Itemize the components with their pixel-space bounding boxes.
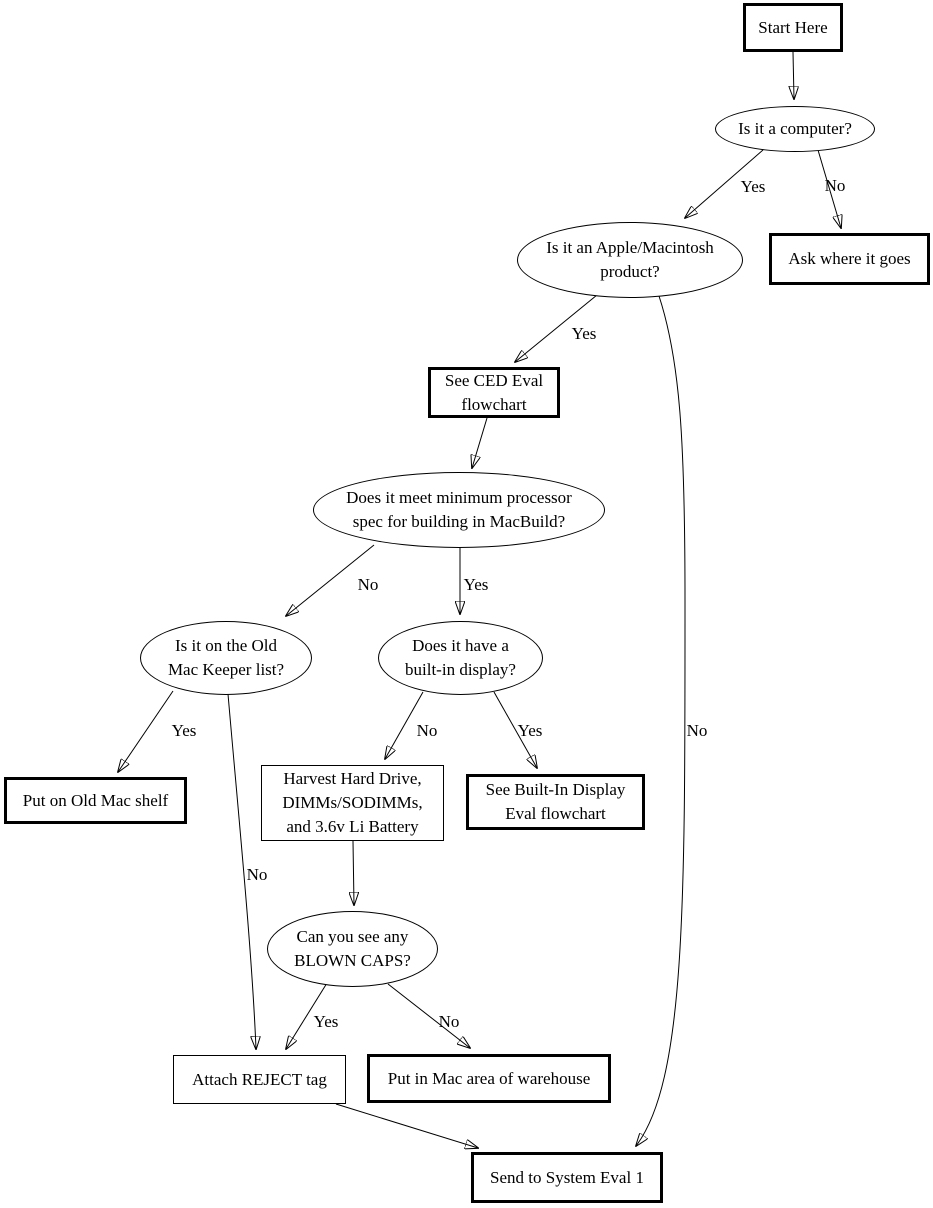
node-label-line: flowchart <box>461 394 527 414</box>
edge-label-apple-yes: Yes <box>571 324 597 343</box>
node-label-line: built-in display? <box>405 660 516 679</box>
node-label-line: Is it on the Old <box>175 636 277 655</box>
edge-label-oldmac-no: No <box>246 865 268 884</box>
node-label-line: Is it an Apple/Macintosh <box>546 238 714 257</box>
node-label-line: spec for building in MacBuild? <box>352 512 566 531</box>
edge-label-processor-yes: Yes <box>463 575 489 594</box>
edge-label-computer-no: No <box>824 176 846 195</box>
edge-ced-to-processor <box>472 418 487 468</box>
edge-label-processor-no: No <box>357 575 379 594</box>
node-see-ced-eval <box>428 367 560 418</box>
node-minimum-processor-spec <box>313 472 605 548</box>
node-label-line: DIMMs/SODIMMs, <box>282 793 423 812</box>
edge-label-caps-yes: Yes <box>313 1012 339 1031</box>
node-label: Is it a computer? <box>738 119 852 138</box>
node-built-in-display <box>378 621 543 695</box>
edge-oldmac-to-shelf <box>118 691 173 772</box>
node-is-it-apple-macintosh <box>517 222 743 298</box>
edge-apple-to-syseval <box>636 296 685 1146</box>
node-label: Put in Mac area of warehouse <box>387 1068 591 1088</box>
edge-label-display-no: No <box>416 721 438 740</box>
node-label-line: Harvest Hard Drive, <box>283 769 422 788</box>
node-put-on-old-mac-shelf <box>4 777 187 824</box>
node-label-line: Does it have a <box>412 636 509 655</box>
node-label-line: Eval flowchart <box>505 804 606 823</box>
node-label-line: and 3.6v Li Battery <box>286 817 419 836</box>
edge-label-oldmac-yes: Yes <box>171 721 197 740</box>
node-is-it-a-computer <box>715 106 875 152</box>
node-ask-where-it-goes <box>769 233 930 285</box>
node-label-line: See CED Eval <box>444 370 544 390</box>
node-label: Ask where it goes <box>788 249 911 268</box>
node-send-to-system-eval-1 <box>471 1152 663 1203</box>
node-label-line: Does it meet minimum processor <box>346 488 572 507</box>
node-old-mac-keeper-list <box>140 621 312 695</box>
node-put-in-mac-area <box>367 1054 611 1103</box>
node-start-here <box>743 3 843 52</box>
edge-label-computer-yes: Yes <box>740 177 766 196</box>
edge-reject-to-syseval <box>336 1104 478 1148</box>
edge-start-to-computer <box>793 52 794 99</box>
node-label: Attach REJECT tag <box>192 1069 327 1089</box>
node-blown-caps <box>267 911 438 987</box>
node-label-line: See Built-In Display <box>485 780 626 799</box>
node-label-line: Can you see any <box>296 927 409 946</box>
node-label: Start Here <box>758 17 828 37</box>
edge-label-caps-no: No <box>438 1012 460 1031</box>
node-label-line: BLOWN CAPS? <box>294 951 411 970</box>
node-harvest-parts <box>261 765 444 841</box>
node-label-line: Mac Keeper list? <box>167 660 285 679</box>
node-label: Put on Old Mac shelf <box>22 790 169 810</box>
node-label-line: product? <box>600 262 660 281</box>
edge-harvest-to-caps <box>353 841 354 905</box>
node-attach-reject-tag <box>173 1055 346 1104</box>
node-label: Send to System Eval 1 <box>490 1167 644 1187</box>
edge-label-display-yes: Yes <box>517 721 543 740</box>
edge-label-apple-no: No <box>686 721 708 740</box>
node-see-built-in-display-eval <box>466 774 645 830</box>
